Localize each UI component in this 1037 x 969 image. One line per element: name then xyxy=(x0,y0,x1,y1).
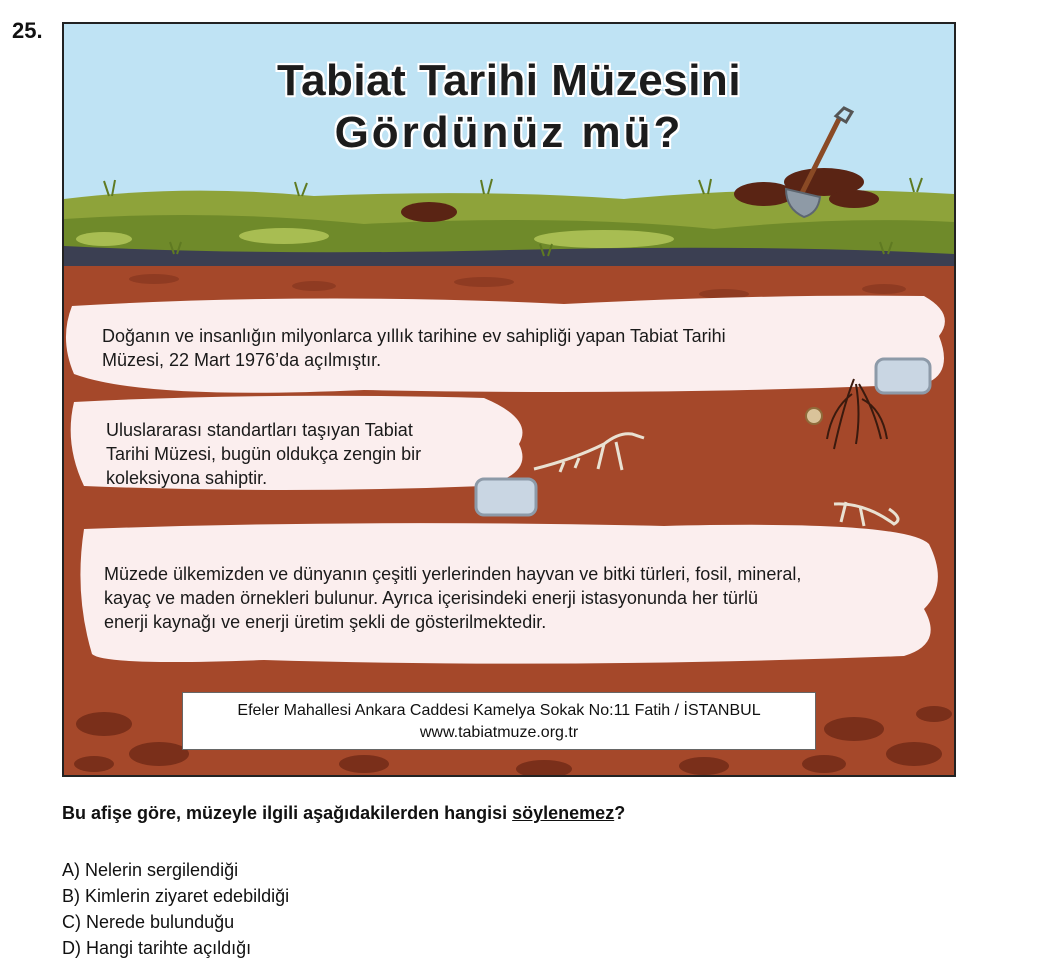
option-c[interactable]: C) Nerede bulunduğu xyxy=(62,912,235,932)
question-number: 25. xyxy=(12,18,43,43)
question-emphasis: söylenemez xyxy=(512,803,615,823)
paragraph-1: Doğanın ve insanlığın milyonlarca yıllık tarihine ev sahipliği yapan Tabiat Tarihi Müzesi, 22 Mart 1976’da açılmıştır. xyxy=(102,326,726,370)
address-box xyxy=(182,692,816,750)
fossil-shell-icon xyxy=(806,408,822,424)
paragraph-3: Müzede ülkemizden ve dünyanın çeşitli yerlerinden hayvan ve bitki türleri, fosil, mineral, kayaç ve maden örnekleri bulunur. Ayrıca içerisindeki enerji istasyonunda her türlü enerji kaynağı ve enerji üretim şekli de gösterilmektedir. xyxy=(104,564,802,632)
poster-title-line1: Tabiat Tarihi Müzesini xyxy=(276,56,742,105)
option-a[interactable]: A) Nelerin sergilendiği xyxy=(62,860,239,880)
option-d[interactable]: D) Hangi tarihte açıldığı xyxy=(62,938,252,958)
paragraph-2: Uluslararası standartları taşıyan Tabiat Tarihi Müzesi, bugün oldukça zengin bir koleksiyona sahiptir. xyxy=(106,420,422,488)
poster-title-line2: Gördünüz mü? xyxy=(334,108,684,157)
museum-poster xyxy=(62,22,956,777)
website-text: www.tabiatmuze.org.tr xyxy=(419,724,579,741)
address-text: Efeler Mahallesi Ankara Caddesi Kamelya Sokak No:11 Fatih / İSTANBUL xyxy=(237,702,761,719)
question-text: Bu afişe göre, müzeyle ilgili aşağıdakilerden hangisi söylenemez? xyxy=(62,803,626,823)
option-b[interactable]: B) Kimlerin ziyaret edebildiği xyxy=(62,886,290,906)
